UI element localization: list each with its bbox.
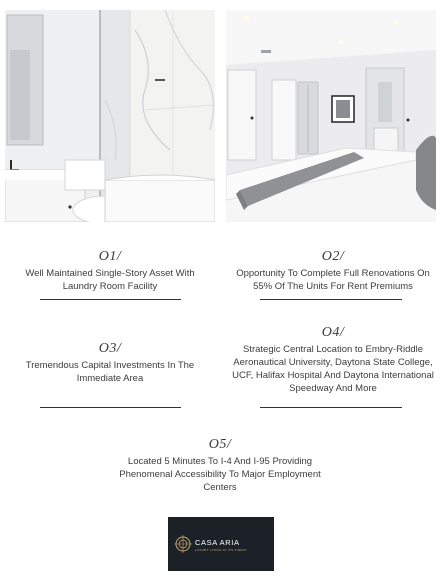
casa-aria-logo — [168, 517, 274, 571]
feature-02 — [228, 249, 438, 293]
feature-text: Strategic Central Location to Embry-Riddle Aeronautical University, Daytona State College, UCF, Halifax Hospital And Daytona International Speedway And More — [232, 344, 434, 394]
logo-mark — [171, 529, 271, 559]
feature-number: O3/ — [98, 341, 122, 356]
feature-number: O4/ — [321, 325, 345, 340]
logo-tagline: LUXURY LIVING AT ITS FINEST — [195, 548, 248, 552]
feature-text: Located 5 Minutes To I-4 And I-95 Providing Phenomenal Accessibility To Major Employment Centers — [119, 456, 321, 493]
feature-text: Tremendous Capital Investments In The Immediate Area — [25, 360, 195, 384]
feature-number: O2/ — [321, 249, 345, 264]
feature-number: O1/ — [98, 249, 122, 264]
feature-01 — [10, 249, 210, 293]
divider — [40, 299, 181, 300]
bathroom-photo — [5, 10, 215, 222]
divider — [260, 407, 402, 408]
divider — [260, 299, 402, 300]
feature-text: Well Maintained Single-Story Asset With Laundry Room Facility — [25, 268, 195, 292]
feature-text: Opportunity To Complete Full Renovations On 55% Of The Units For Rent Premiums — [236, 268, 430, 292]
feature-03 — [10, 341, 210, 385]
feature-number: O5/ — [208, 437, 232, 452]
feature-05 — [110, 437, 330, 494]
feature-04 — [228, 325, 438, 395]
divider — [40, 407, 181, 408]
logo-brand: CASA ARIA — [195, 538, 240, 547]
bedroom-photo — [226, 10, 436, 222]
